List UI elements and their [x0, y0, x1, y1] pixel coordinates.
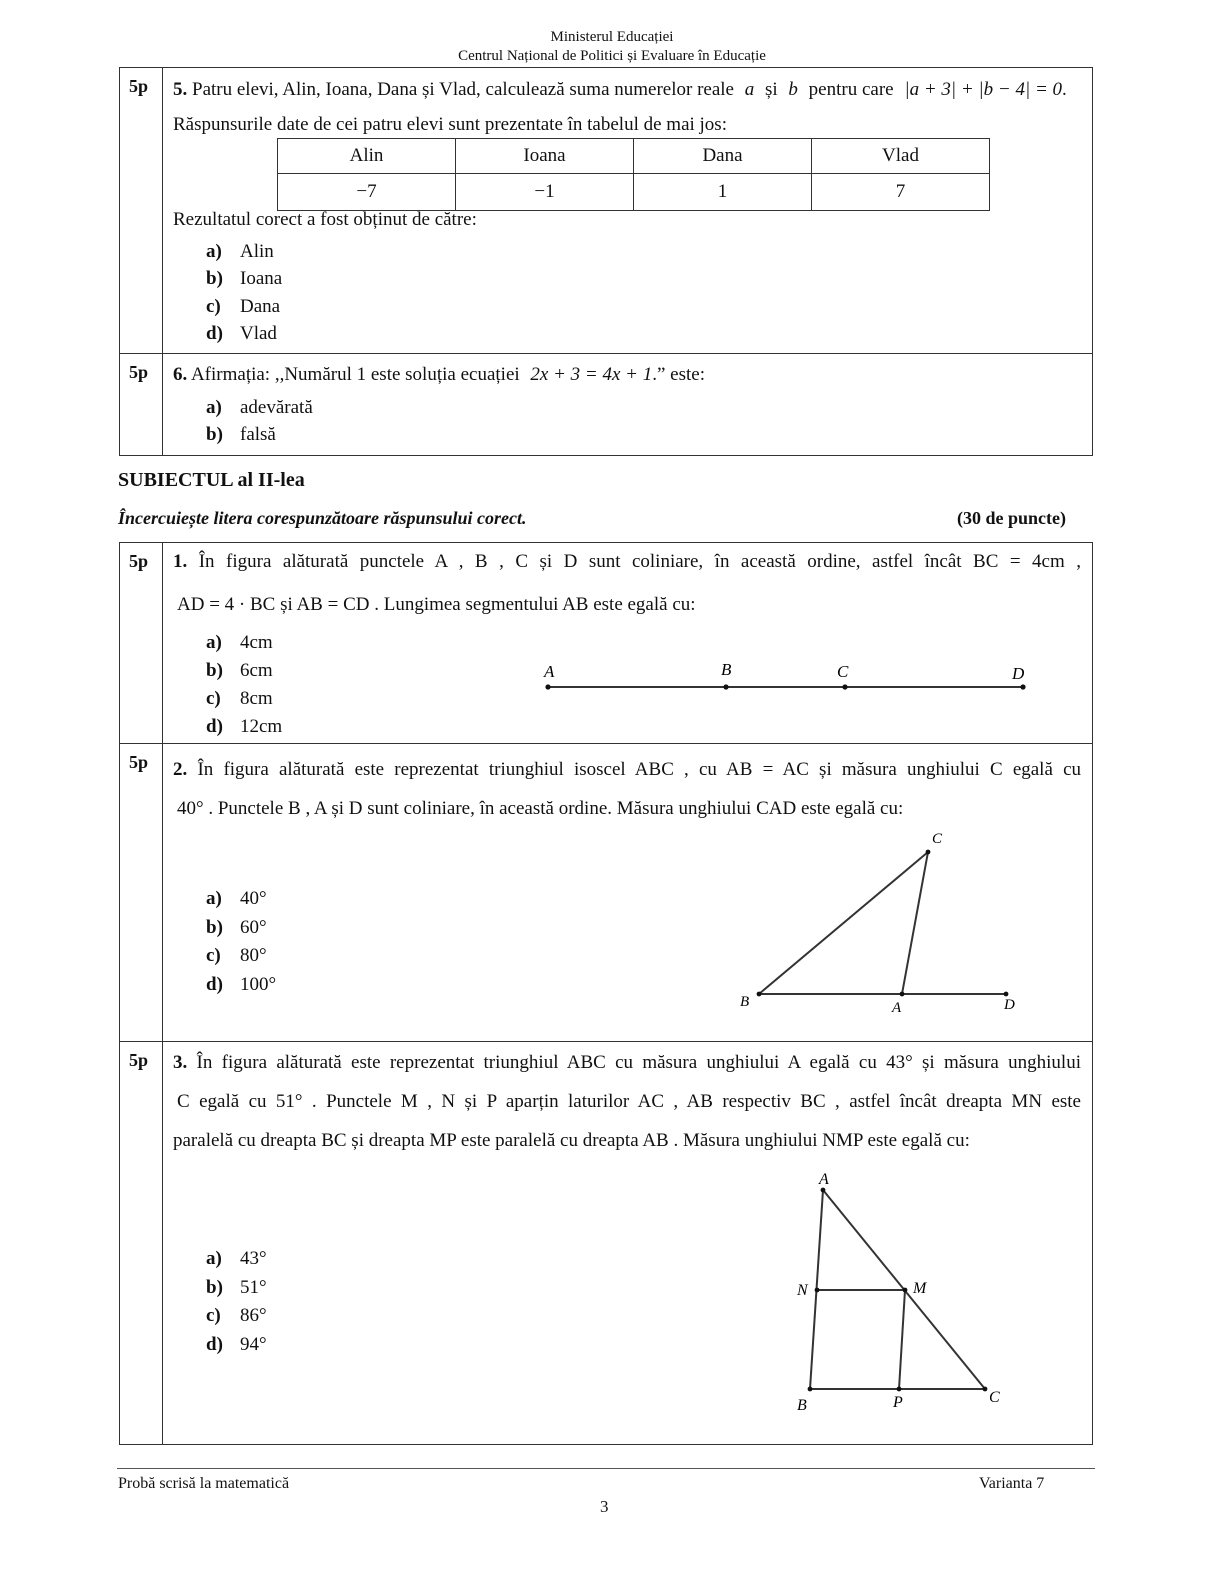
q2-line2: 40° . Punctele B , A și D sunt coliniare, în această ordine. Măsura unghiului CAD este egală cu: [177, 798, 904, 819]
q6-number: 6. [173, 364, 188, 385]
q3-label-a: A [819, 1171, 829, 1188]
q6-option-letter: a) [206, 397, 222, 418]
q5-text-a: Patru elevi, Alin, Ioana, Dana și Vlad, calculează suma numerelor reale [192, 79, 734, 100]
q3-option-c[interactable] [206, 1305, 267, 1327]
q3-label-p: P [893, 1394, 903, 1411]
q6-statement [173, 364, 705, 386]
q3-figure-triangle [780, 1160, 1020, 1420]
q2-label-c: C [932, 831, 943, 847]
q3-number: 3. [173, 1052, 188, 1073]
q5-points: 5p [129, 76, 149, 96]
q6-equation: 2x + 3 = 4x + 1 [530, 364, 653, 385]
q3-line1: În figura alăturată este reprezentat triunghiul ABC cu măsura unghiului A egală cu 43° și măsura unghiului [196, 1052, 1081, 1073]
q3-line1-wrap [173, 1052, 1081, 1074]
q2-option-letter: b) [206, 917, 223, 938]
q2-option-letter: a) [206, 888, 222, 909]
q6-option-text: falsă [240, 424, 276, 445]
q2-line1: În figura alăturată este reprezentat triunghiul isoscel ABC , cu AB = AC și măsura unghiului C egală cu [197, 759, 1082, 780]
q1-option-letter: d) [206, 716, 223, 737]
q2-option-letter: d) [206, 974, 223, 995]
q1-line2: AD = 4 · BC și AB = CD . Lungimea segmentului AB este egală cu: [177, 594, 696, 615]
q1-number: 1. [173, 551, 188, 572]
q1-option-text: 4cm [240, 632, 273, 653]
q3-option-text: 94° [240, 1334, 267, 1355]
q5-table-header: Ioana [456, 139, 634, 174]
q5-table-value: 1 [634, 174, 812, 211]
q1-label-d: D [1012, 664, 1025, 683]
q5-option-letter: b) [206, 268, 223, 289]
q3-option-b[interactable] [206, 1277, 267, 1299]
q5-option-letter: d) [206, 323, 223, 344]
q1-option-c[interactable] [206, 688, 273, 710]
q3-label-m: M [913, 1280, 927, 1297]
q3-option-letter: d) [206, 1334, 223, 1355]
q5-option-text: Dana [240, 296, 281, 317]
q5-equation: |a + 3| + |b − 4| = 0 [904, 79, 1063, 100]
q6-text-b: .” este: [652, 364, 706, 385]
q2-option-letter: c) [206, 945, 221, 966]
q1-label-a: A [544, 662, 555, 681]
row-divider [119, 1041, 1093, 1042]
q3-option-a[interactable] [206, 1248, 267, 1270]
q5-dot: . [1062, 79, 1067, 100]
q3-option-text: 51° [240, 1277, 267, 1298]
q1-option-text: 12cm [240, 716, 283, 737]
q5-statement [173, 79, 1067, 101]
q2-option-c[interactable] [206, 945, 267, 967]
q5-answers-table [277, 138, 990, 211]
q5-option-c[interactable] [206, 296, 280, 318]
q5-line3: Rezultatul corect a fost obținut de către: [173, 209, 477, 230]
section-instruction: Încercuiește litera corespunzătoare răspunsului corect. [118, 508, 527, 528]
q3-option-letter: a) [206, 1248, 222, 1269]
q2-figure-triangle [730, 826, 1030, 1021]
q5-table-value: −1 [456, 174, 634, 211]
q3-option-text: 86° [240, 1305, 267, 1326]
q2-number: 2. [173, 759, 188, 780]
q5-option-letter: c) [206, 296, 221, 317]
q2-option-text: 40° [240, 888, 267, 909]
q1-option-text: 6cm [240, 660, 273, 681]
q1-label-c: C [837, 662, 849, 681]
q1-option-d[interactable] [206, 716, 282, 738]
q5-option-d[interactable] [206, 323, 277, 345]
q1-line1-wrap [173, 551, 1081, 573]
q1-points: 5p [129, 551, 149, 571]
footer-subject: Probă scrisă la matematică [118, 1475, 290, 1492]
q5-number: 5. [173, 79, 188, 100]
q2-option-a[interactable] [206, 888, 267, 910]
q5-table-header: Dana [634, 139, 812, 174]
q6-option-b[interactable] [206, 424, 276, 446]
points-column-divider [162, 542, 163, 1445]
q3-line2: C egală cu 51° . Punctele M , N și P aparțin laturilor AC , AB respectiv BC , astfel încât dreapta MN este [177, 1091, 1081, 1112]
q5-si: și [764, 79, 778, 100]
q5-option-text: Alin [240, 241, 274, 262]
q6-option-a[interactable] [206, 397, 313, 419]
q2-option-d[interactable] [206, 974, 276, 996]
q3-label-c: C [989, 1389, 1000, 1406]
q6-points: 5p [129, 362, 149, 382]
page-number: 3 [600, 1497, 609, 1516]
row-divider [119, 743, 1093, 744]
q5-option-a[interactable] [206, 241, 274, 263]
q2-line1-wrap [173, 759, 1081, 781]
q1-figure-segment [530, 655, 1040, 700]
q5-table-header: Alin [278, 139, 456, 174]
q1-option-letter: b) [206, 660, 223, 681]
q1-label-b: B [721, 660, 732, 679]
q3-line3: paralelă cu dreapta BC și dreapta MP este paralelă cu dreapta AB . Măsura unghiului NMP este egală cu: [173, 1130, 970, 1151]
q5-var-a: a [744, 79, 755, 100]
section-title: SUBIECTUL al II-lea [118, 469, 305, 491]
q5-option-b[interactable] [206, 268, 282, 290]
q1-option-text: 8cm [240, 688, 273, 709]
q3-option-text: 43° [240, 1248, 267, 1269]
q2-label-b: B [740, 994, 750, 1010]
header-center: Centrul Național de Politici și Evaluare în Educație [458, 48, 766, 64]
q5-option-text: Ioana [240, 268, 283, 289]
q1-line1: În figura alăturată punctele A , B , C și D sunt coliniare, în această ordine, astfel încât BC = 4cm , [198, 551, 1081, 572]
section-points-total: (30 de puncte) [957, 508, 1066, 528]
q3-option-letter: b) [206, 1277, 223, 1298]
q2-label-a: A [892, 1000, 902, 1016]
q5-option-text: Vlad [240, 323, 277, 344]
q3-label-n: N [797, 1282, 808, 1299]
row-divider [119, 353, 1093, 354]
footer-rule [117, 1468, 1095, 1469]
q2-option-text: 100° [240, 974, 277, 995]
q6-option-text: adevărată [240, 397, 313, 418]
q5-table-value: 7 [812, 174, 990, 211]
q1-option-letter: a) [206, 632, 222, 653]
q1-option-b[interactable] [206, 660, 273, 682]
q3-option-letter: c) [206, 1305, 221, 1326]
q5-table-header: Vlad [812, 139, 990, 174]
q5-option-letter: a) [206, 241, 222, 262]
q2-option-text: 60° [240, 917, 267, 938]
header-ministry: Ministerul Educației [550, 29, 674, 45]
q3-label-b: B [797, 1397, 807, 1414]
q2-option-b[interactable] [206, 917, 267, 939]
q2-label-d: D [1004, 997, 1015, 1013]
q5-line2: Răspunsurile date de cei patru elevi sunt prezentate în tabelul de mai jos: [173, 114, 727, 135]
q1-option-a[interactable] [206, 632, 273, 654]
q3-points: 5p [129, 1050, 149, 1070]
q2-option-text: 80° [240, 945, 267, 966]
q2-points: 5p [129, 752, 149, 772]
footer-variant: Varianta 7 [979, 1475, 1045, 1492]
q6-text-a: Afirmația: ,,Numărul 1 este soluția ecuației [190, 364, 520, 385]
q3-option-d[interactable] [206, 1334, 267, 1356]
q5-text-b: pentru care [808, 79, 894, 100]
q6-option-letter: b) [206, 424, 223, 445]
q5-var-b: b [788, 79, 798, 100]
points-column-divider [162, 67, 163, 456]
q5-table-value: −7 [278, 174, 456, 211]
q1-option-letter: c) [206, 688, 221, 709]
